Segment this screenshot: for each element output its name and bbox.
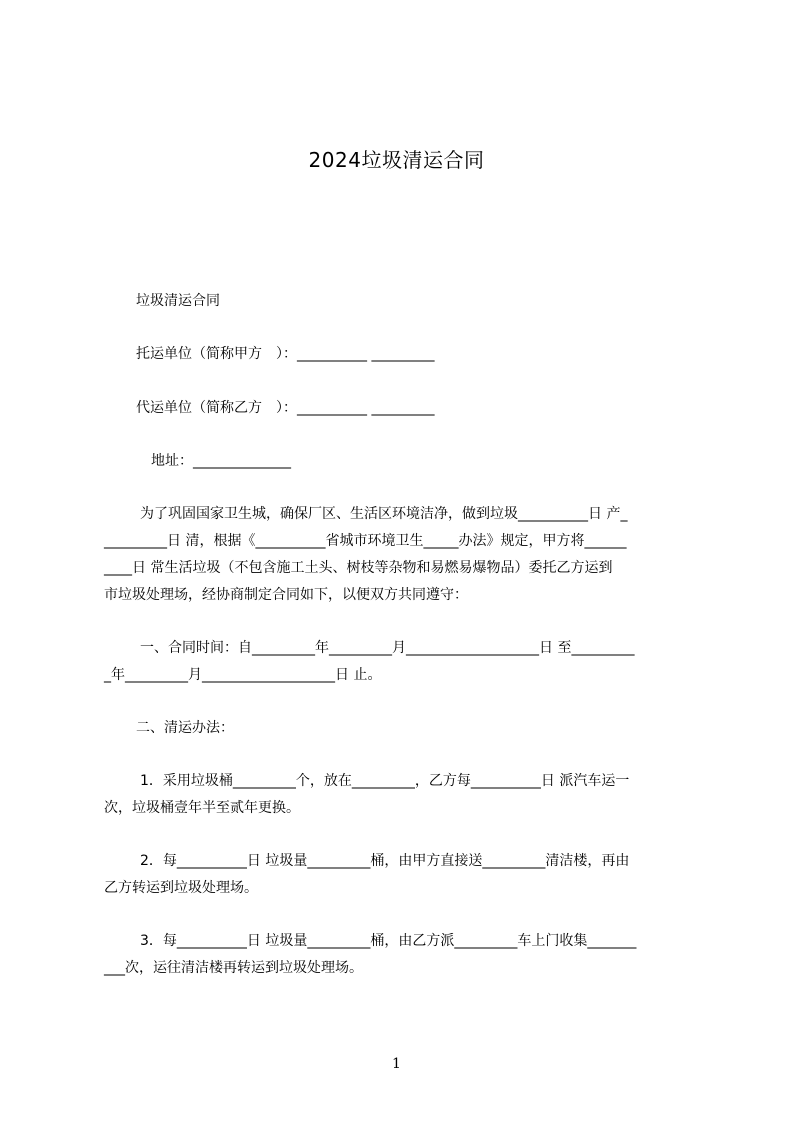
address-line: 地址：______________ [151, 453, 291, 469]
item1-line: 1．采用垃圾桶_________个，放在_________，乙方每__________日 派汽车运一 [140, 773, 630, 789]
page-number: 1 [392, 1056, 401, 1072]
clause1-line: _年_________月___________________日 止。 [104, 667, 382, 683]
intro-line: 为了巩固国家卫生城，确保厂区、生活区环境洁净，做到垃圾__________日 产_ [140, 506, 628, 522]
intro-line: 市垃圾处理场，经协商制定合同如下，以便双方共同遵守： [104, 587, 468, 603]
subtitle: 垃圾清运合同 [136, 293, 220, 309]
document-title: 2024垃圾清运合同 [308, 148, 485, 172]
item1-line: 次，垃圾桶壹年半至贰年更换。 [104, 800, 300, 816]
item2-line: 2．每__________日 垃圾量_________桶，由甲方直接送_________清洁楼，再由 [140, 853, 630, 869]
intro-line: ____日 常生活垃圾（不包含施工土头、树枝等杂物和易燃易爆物品）委托乙方运到 [104, 560, 613, 576]
item2-line: 乙方转运到垃圾处理场。 [104, 880, 258, 896]
party-b-line: 代运单位（简称乙方 ）：__________ _________ [136, 400, 435, 416]
clause1-line: 一、合同时间：自_________年_________月___________________日 至_________ [140, 640, 635, 656]
item3-line: 3．每__________日 垃圾量_________桶，由乙方派_________车上门收集_______ [140, 933, 637, 949]
party-a-line: 托运单位（简称甲方 ）：__________ _________ [136, 346, 435, 362]
clause2-heading: 二、清运办法： [136, 720, 234, 736]
intro-line: _________日 清，根据《__________省城市环境卫生_____办法》规定，甲方将______ [104, 533, 627, 549]
item3-line: ___次，运往清洁楼再转运到垃圾处理场。 [104, 960, 363, 976]
